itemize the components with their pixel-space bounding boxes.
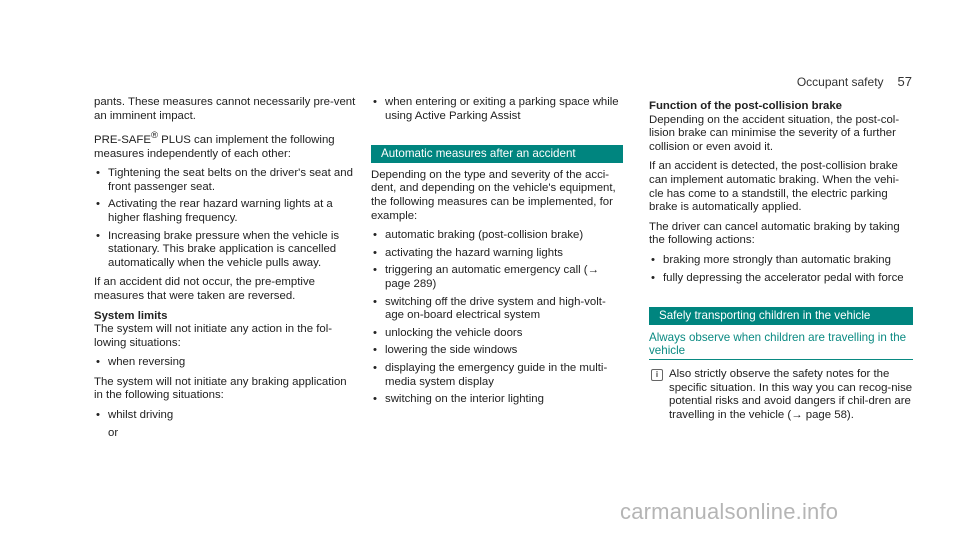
list-item: • braking more strongly than automatic braking (649, 254, 913, 268)
info-icon: i (651, 369, 663, 381)
paragraph: The system will not initiate any braking application in the following situations: (94, 375, 347, 402)
bullet-list (649, 254, 913, 285)
list-item: • automatic braking (post-collision brake) (371, 229, 623, 243)
paragraph: PRE-SAFE® PLUS can implement the following measures independently of each other: (94, 130, 335, 160)
paragraph: If an accident did not occur, the pre-emptive measures that were taken are reversed. (94, 276, 315, 302)
section-bar-automatic-measures: Automatic measures after an accident (371, 145, 623, 163)
or-text: or (108, 426, 119, 439)
section-bar-children: Safely transporting children in the vehicle (649, 307, 913, 325)
bullet-list (94, 167, 356, 270)
section-title: Occupant safety (796, 75, 884, 89)
list-item: • lowering the side windows (371, 344, 623, 358)
list-item: • Tightening the seat belts on the driver's seat and front passenger seat. (94, 167, 356, 194)
list-item: • fully depressing the accelerator pedal with force (649, 272, 913, 286)
info-note (649, 368, 913, 422)
list-item: • when reversing (94, 356, 356, 370)
heading-children-travelling: Always observe when children are travelling in the vehicle (649, 331, 913, 360)
paragraph: The driver can cancel automatic braking by taking the following actions: (649, 220, 900, 247)
paragraph: Depending on the type and severity of the acci-dent, and depending on the vehicle's equipment, the following measures can be implemented, for example: (371, 168, 616, 222)
heading-post-collision-brake: Function of the post-collision brake (649, 100, 843, 112)
list-item[interactable]: • triggering an automatic emergency call (→ page 289) (371, 264, 623, 291)
note-text[interactable]: Also strictly observe the safety notes for the specific situation. In this way you can recog-nise potential risks and avoid dangers if chil-dren are travelling in the vehicle (→ page 58). (669, 367, 913, 421)
list-item: • switching on the interior lighting (371, 393, 623, 407)
list-item: • unlocking the vehicle doors (371, 327, 623, 341)
list-item: • displaying the emergency guide in the multi-media system display (371, 362, 623, 389)
bullet-list (371, 229, 623, 407)
bullet-list (94, 409, 356, 423)
registered-mark: ® (150, 130, 158, 142)
column-2 (371, 96, 623, 413)
bullet-list (94, 356, 356, 370)
heading-system-limits: System limits (94, 309, 168, 322)
list-item: • when entering or exiting a parking space while using Active Parking Assist (371, 96, 623, 123)
list-item: • switching off the drive system and high-volt-age on-board electrical system (371, 296, 623, 323)
paragraph: If an accident is detected, the post-collision brake can implement automatic braking. When the vehi-cle has come to a standstill, the electric parking brake is automatically applied. (649, 160, 900, 214)
list-item: • whilst driving (94, 409, 356, 423)
column-3 (649, 96, 913, 422)
column-1 (94, 96, 356, 440)
page-number: 57 (897, 74, 912, 89)
watermark: carmanualsonline.info (620, 499, 839, 524)
list-item: • Activating the rear hazard warning lights at a higher flashing frequency. (94, 198, 356, 225)
list-item: • Increasing brake pressure when the vehicle is stationary. This brake application is cancelled automatically when the vehicle pulls away. (94, 230, 356, 271)
bullet-list (371, 96, 623, 123)
paragraph: pants. These measures cannot necessarily pre-vent an imminent impact. (94, 96, 356, 122)
paragraph: Depending on the accident situation, the post-col-lision brake can minimise the severity of a further collision or even avoid it. (649, 113, 900, 153)
list-item: • activating the hazard warning lights (371, 247, 623, 261)
paragraph: The system will not initiate any action in the fol-lowing situations: (94, 323, 333, 349)
page-header (797, 75, 912, 90)
